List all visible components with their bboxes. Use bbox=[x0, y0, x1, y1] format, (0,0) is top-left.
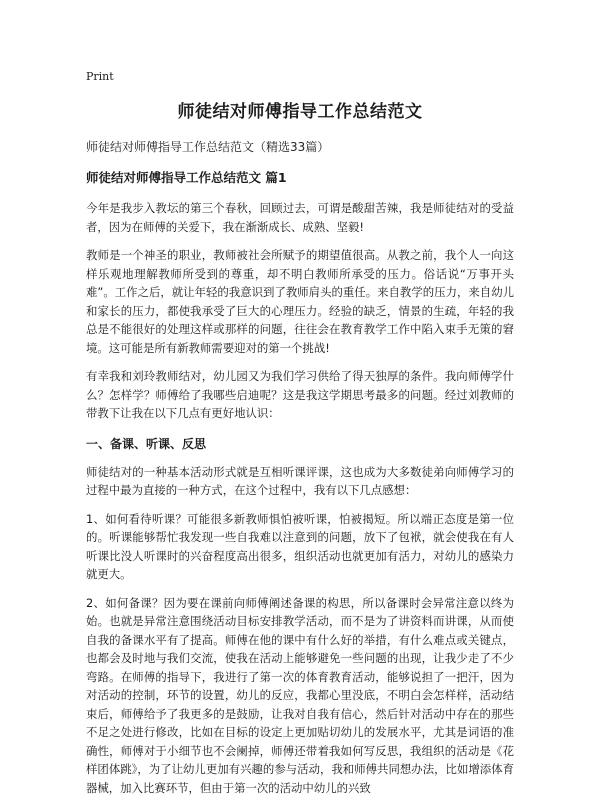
document-title: 师徒结对师傅指导工作总结范文 bbox=[86, 100, 514, 124]
paragraph-observation-intro: 师徒结对的一种基本活动形式就是互相听课评课，这也成为大多数徒弟向师傅学习的过程中最为直接的一种方式，在这个过程中，我有以下几点感想： bbox=[86, 463, 514, 500]
paragraph-intro: 今年是我步入教坛的第三个春秋，回顾过去，可谓是酸甜苦辣，我是师徒结对的受益者，因为在师傅的关爱下，我在渐渐成长、成熟、坚毅! bbox=[86, 199, 514, 236]
print-link[interactable]: Print bbox=[86, 68, 514, 86]
paragraph-teacher-pressure: 教师是一个神圣的职业，教师被社会所赋予的期望值很高。从教之前，我个人一向这样乐观地理解教师所受到的尊重，却不明白教师所承受的压力。俗话说“万事开头难”。工作之后，就让年轻的我意识到了教师肩头的重任。来自教学的压力，来自幼儿和家长的压力，都使我承受了巨大的心理压力。经验的缺乏，情景的生疏，年轻的我总是不能很好的处理这样或那样的问题，往往会在教育教学工作中陷入束手无策的窘境。这可能是所有新教师需要迎对的第一个挑战! bbox=[86, 246, 514, 357]
item-heading: 一、备课、听课、反思 bbox=[86, 435, 514, 453]
paragraph-point-2: 2、如何备课？因为要在课前向师傅阐述备课的构思，所以备课时会异常注意以终为始。也就是异常注意围绕活动目标安排教学活动，而不是为了讲资料而讲课，从而使自我的备课水平有了提高。师傅在他的课中有什么好的举措，有什么难点或关键点，也都会及时地与我们交流，使我在活动上能够避免一些问题的出现，让我少走了不少弯路。在师傅的指导下，我进行了第一次的体育教育活动，能够说担了一把汗，因为对活动的控制，环节的设置，幼儿的反应，我都心里没底，不明白会怎样样，活动结束后，师傅给予了我更多的是鼓励，让我对自我有信心，然后针对活动中存在的那些不足之处进行修改，比如在目标的设定上更加贴切幼儿的发展水平，尤其是词语的准确性，师傅对于小细节也不会阑掉，师傅还带着我如何写反思，我组织的活动是《花样团体跳》，为了让幼儿更加有兴趣的参与活动，我和师傅共同想办法，比如增添体育器械，加入比赛环节，但由于第一次的活动中幼儿的兴致 bbox=[86, 594, 514, 797]
section-heading: 师徒结对师傅指导工作总结范文 篇1 bbox=[86, 169, 514, 187]
paragraph-point-1: 1、如何看待听课？可能很多新教师惧怕被听课，怕被揭短。所以端正态度是第一位的。听课能够帮忙我发现一些自我难以注意到的问题，放下了包袱，就会使我在有人听课比没人听课时的兴奋程度高出很多，组织活动也就更加有活力，对幼儿的感染力就更大。 bbox=[86, 510, 514, 584]
paragraph-mentor-pairing: 有幸我和刘玲教师结对，幼儿园又为我们学习供给了得天独厚的条件。我向师傅学什么？怎样学？师傅给了我哪些启迪呢？这是我这学期思考最多的问题。经过刘教师的带教下让我在以下几点有更好地认识： bbox=[86, 367, 514, 423]
document-subtitle: 师徒结对师傅指导工作总结范文（精选33篇） bbox=[86, 138, 514, 156]
